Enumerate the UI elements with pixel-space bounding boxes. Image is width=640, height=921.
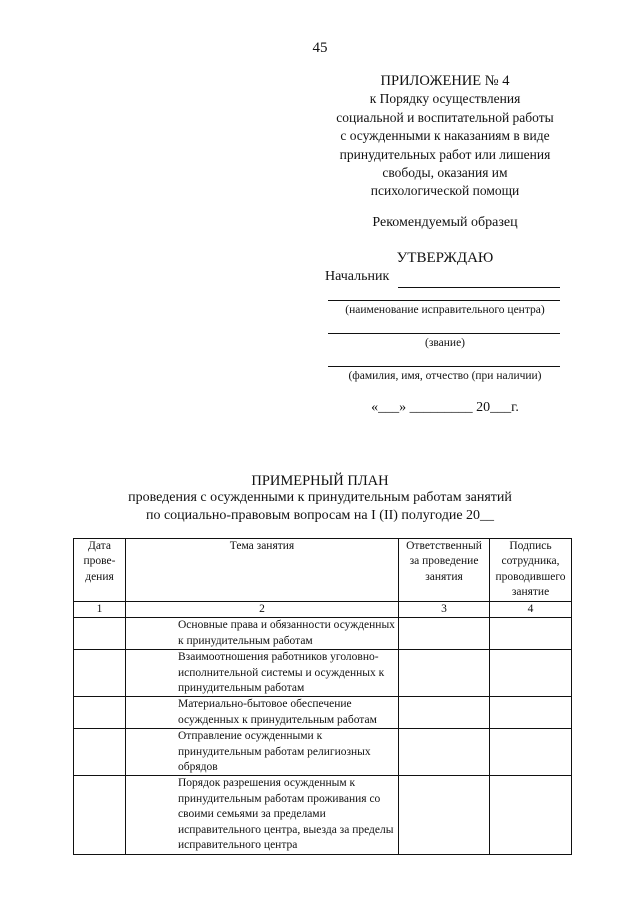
column-number: 2	[126, 602, 399, 618]
header-signature: Подпись сотрудника, проводившего занятие	[490, 539, 572, 602]
topic-cell: Основные права и обязанности осужденных к принудительным работам	[126, 618, 399, 650]
recommended-sample-label: Рекомендуемый образец	[372, 215, 518, 230]
table-row	[74, 697, 572, 729]
signature-cell	[490, 650, 572, 697]
signature-cell	[490, 776, 572, 854]
responsible-cell	[399, 650, 490, 697]
column-number: 4	[490, 602, 572, 618]
full-name-caption: (фамилия, имя, отчество (при наличии)	[348, 370, 542, 382]
plan-subtitle-line: проведения с осужденными к принудительным работам занятий	[128, 490, 512, 505]
appendix-line: принудительных работ или лишения	[339, 146, 551, 162]
table-row	[74, 618, 572, 650]
appendix-line: социальной и воспитательной работы	[336, 109, 554, 125]
header-date: Дата прове-дения	[74, 539, 126, 602]
signature-cell	[490, 697, 572, 729]
rank-line	[328, 333, 560, 334]
appendix-line: свободы, оказания им	[382, 165, 508, 181]
date-cell	[74, 729, 126, 776]
center-name-line	[328, 300, 560, 301]
date-cell	[74, 697, 126, 729]
signature-cell	[490, 729, 572, 776]
plan-subtitle	[0, 489, 640, 524]
appendix-line: психологической помощи	[370, 183, 520, 199]
header-responsible: Ответственный за проведение занятия	[399, 539, 490, 602]
date-cell	[74, 618, 126, 650]
approval-heading: УТВЕРЖДАЮ	[396, 250, 494, 266]
chief-label: Начальник	[325, 269, 390, 284]
table-row	[74, 650, 572, 697]
rank-caption: (звание)	[425, 337, 465, 349]
header-topic: Тема занятия	[126, 539, 399, 602]
table-row	[74, 776, 572, 854]
plan-title: ПРИМЕРНЫЙ ПЛАН	[251, 473, 389, 489]
date-cell	[74, 776, 126, 854]
table-row	[74, 729, 572, 776]
plan-subtitle-line: по социально-правовым вопросам на I (II) полугодие 20__	[145, 507, 495, 523]
signature-cell	[490, 618, 572, 650]
chief-name-line	[398, 287, 560, 288]
page-number: 45	[312, 40, 328, 56]
appendix-line: с осужденными к наказаниям в виде	[340, 128, 550, 144]
responsible-cell	[399, 776, 490, 854]
column-number: 3	[399, 602, 490, 618]
topic-cell: Взаимоотношения работников уголовно-исполнительной системы и осужденных к принудительным работам	[126, 650, 399, 697]
appendix-line: к Порядку осуществления	[369, 91, 521, 107]
column-number: 1	[74, 602, 126, 618]
plan-table	[73, 538, 572, 855]
full-name-line	[328, 366, 560, 367]
appendix-block	[300, 72, 590, 201]
date-cell	[74, 650, 126, 697]
responsible-cell	[399, 729, 490, 776]
topic-cell: Отправление осужденными к принудительным работам религиозных обрядов	[126, 729, 399, 776]
responsible-cell	[399, 618, 490, 650]
table-header-row	[74, 539, 572, 602]
appendix-heading: ПРИЛОЖЕНИЕ № 4	[380, 73, 510, 89]
responsible-cell	[399, 697, 490, 729]
center-name-caption: (наименование исправительного центра)	[345, 304, 545, 316]
topic-cell: Порядок разрешения осужденным к принудительным работам проживания со своими семьями за пределами исправительного центра, выезда за пределы исправительного центра	[126, 776, 399, 854]
table-number-row	[74, 602, 572, 618]
approval-date-line: «___» _________ 20___г.	[371, 400, 519, 415]
topic-cell: Материально-бытовое обеспечение осужденных к принудительным работам	[126, 697, 399, 729]
